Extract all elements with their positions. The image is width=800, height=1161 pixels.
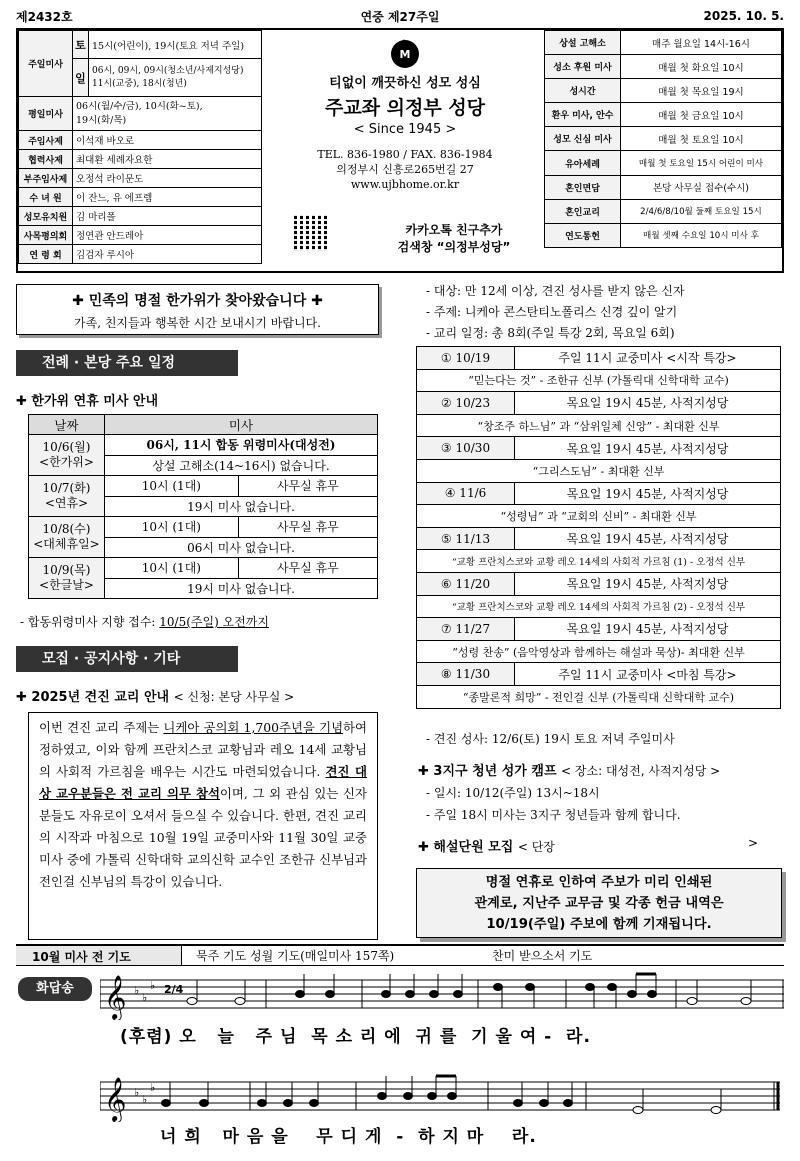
doctrine-heading: ✚ 2025년 견진 교리 안내 < 신청: 본당 사무실 > [16, 690, 295, 705]
mass-times-table [18, 30, 262, 264]
staff-name: 오정석 라이문도 [73, 169, 262, 188]
saturday-label: 토 [73, 31, 89, 59]
svg-text:♭: ♭ [134, 984, 140, 997]
weekday-mass-label: 평일미사 [19, 97, 73, 131]
session-date: ① 10/19 [417, 347, 515, 370]
service-label: 혼인면담 [545, 175, 621, 199]
doctrine-schedule-table [416, 346, 781, 709]
staff-name: 정연관 안드레아 [73, 226, 262, 245]
session-date: ④ 11/6 [417, 482, 515, 505]
staff-label: 사목평의회 [19, 226, 73, 245]
svg-text:♭: ♭ [142, 1093, 148, 1106]
church-contact [264, 147, 546, 192]
table-row-date: 10/7(화) <연휴> [29, 476, 105, 517]
staff-label: 수 녀 원 [19, 188, 73, 207]
session-speaker: “성령 찬송” (음악영상과 함께하는 해설과 묵상)- 최대환 신부 [417, 640, 781, 663]
kakao-info: 카카오톡 친구추가 검색창 “의정부성당” [397, 223, 511, 254]
top-bar [16, 6, 784, 26]
banner-subtitle: 가족, 친지들과 행복한 시간 보내시기 바랍니다. [74, 316, 321, 330]
staff-name: 최대환 세례자요한 [73, 150, 262, 169]
staff-name: 이 잔느, 유 에프렘 [73, 188, 262, 207]
table-row-date: 10/6(월) <한가위> [29, 435, 105, 476]
session-speaker: “교황 프란치스코와 교황 레오 14세의 사회적 가르침 (1) - 오정석 신부 [417, 550, 781, 573]
church-name: 주교좌 의정부 성당 [324, 97, 486, 119]
session-speaker: “그리스도님” - 최대환 신부 [417, 459, 781, 482]
svg-text:♭: ♭ [150, 979, 156, 992]
offering-notice: 명절 연휴로 인하여 주보가 미리 인쇄된 관계로, 지난주 교무금 및 각종 헌금 내역은 10/19(주일) 주보에 함께 기재됩니다. [416, 868, 782, 938]
liturgical-week: 연중 제27주일 [360, 9, 440, 24]
camp-time: - 일시: 10/12(주일) 13시~18시 [426, 786, 600, 800]
treble-clef-icon: 𝄞 [104, 975, 127, 1019]
lyrics-line-2: 너 희 마 음 을 무 디 게 - 하 지 마 라. [160, 1127, 537, 1147]
treble-clef-icon: 𝄞 [104, 1077, 127, 1121]
session-speaker: “창조주 하느님” 과 “삼위일체 신앙” - 최대환 신부 [417, 414, 781, 437]
staff-label: 협력사제 [19, 150, 73, 169]
col-mass: 미사 [105, 415, 378, 435]
music-staff-1 [100, 970, 784, 1020]
sunday-label: 일 [73, 59, 89, 97]
session-speaker: “성령님” 과 “교회의 신비” - 최대환 신부 [417, 505, 781, 528]
church-web[interactable]: www.ujbhome.or.kr [350, 178, 460, 191]
weekday-times: 06시(월/수/금), 10시(화~토), 19시(화/목) [73, 97, 262, 131]
recruit-heading: ✚ 해설단원 모집 < 단장 > [418, 836, 759, 855]
table-cell: 10시 (1대) [105, 517, 239, 538]
doctrine-text: 이번 견진 교리 주제는 니케아 공의회 1,700주년을 기념하여 정하였고, 이와 함께 프란치스코 교황님과 레오 14세 교황님의 사회적 가르침을 배우는 시간도 마련되었습니다. 견진 대상 교우분들은 전 교리 의무 참석이며, 그 외 관심 있는 신자분들도 자유로이 오셔서 들으실 수 있습니다. 한편, 견진 교리의 시작과 마침으로 10월 19일 교중미사와 11월 30일 교중미사 중에 가톨릭 신학대학 교의신학 교수인 조한규 신부님과 전인걸 신부님의 특강이 있습니다. [28, 712, 378, 940]
staff-name: 김 마리폴 [73, 207, 262, 226]
schedule-line: - 교리 일정: 총 8회(주일 특강 2회, 목요일 6회) [426, 326, 675, 340]
service-value: 2/4/6/8/10월 둘째 토요일 15시 [621, 199, 782, 223]
table-cell: 10시 (1대) [105, 558, 239, 579]
heart-cross-logo-icon: ✚ M [391, 40, 419, 68]
staff-label: 성모유치원 [19, 207, 73, 226]
responsorial-psalm-label: 화답송 [18, 977, 92, 1001]
music-staff-2 [100, 1072, 784, 1122]
session-time: 목요일 19시 45분, 사적지성당 [515, 482, 781, 505]
session-time: 목요일 19시 45분, 사적지성당 [515, 392, 781, 415]
service-value: 매월 첫 목요일 19시 [621, 79, 782, 103]
church-address: 의정부시 신흥로265번길 27 [336, 163, 474, 176]
session-time: 목요일 19시 45분, 사적지성당 [515, 437, 781, 460]
banner-title: ✚ 민족의 명절 한가위가 찾아왔습니다 ✚ [72, 293, 323, 309]
topic-line: - 주제: 니케아 콘스탄티노폴리스 신경 깊이 알기 [426, 305, 678, 319]
church-since: < Since 1945 > [353, 122, 457, 137]
confirmation-line: - 견진 성사: 12/6(토) 19시 토요 저녁 주일미사 [426, 732, 675, 746]
svg-text:2/4: 2/4 [164, 983, 184, 996]
col-date: 날짜 [29, 415, 105, 435]
session-speaker: “종말론적 희망” - 전인걸 신부 (가톨릭대 신학대학 교수) [417, 685, 781, 708]
table-cell: 상설 고해소(14~16시) 없습니다. [105, 455, 378, 476]
section-notice-header: 모집 · 공지사항 · 기타 [16, 646, 238, 672]
session-time: 목요일 19시 45분, 사적지성당 [515, 618, 781, 641]
table-cell: 사무실 휴무 [238, 558, 377, 579]
service-label: 성모 신심 미사 [545, 127, 621, 151]
service-value: 매월 셋째 수요일 10시 미사 후 [621, 223, 782, 247]
chuseok-banner [16, 284, 379, 335]
chuseok-mass-table [28, 414, 378, 599]
session-time: 목요일 19시 45분, 사적지성당 [515, 527, 781, 550]
church-info [264, 30, 546, 271]
session-time: 주일 11시 교중미사 <마침 특강> [515, 663, 781, 686]
header-box [16, 28, 784, 273]
service-value: 매월 첫 화요일 10시 [621, 55, 782, 79]
table-cell: 10시 (1대) [105, 476, 239, 497]
camp-note: - 주일 18시 미사는 3지구 청년들과 함께 합니다. [426, 808, 681, 822]
table-cell: 사무실 휴무 [238, 517, 377, 538]
service-value: 본당 사무실 접수(수시) [621, 175, 782, 199]
staff-name: 김검자 루시아 [73, 245, 262, 264]
prayer-bar [16, 944, 784, 966]
svg-text:♭: ♭ [142, 991, 148, 1004]
staff-name: 이석재 바오로 [73, 131, 262, 150]
table-cell: 19시 미사 없습니다. [105, 496, 378, 517]
staff-label: 연 령 회 [19, 245, 73, 264]
service-label: 환우 미사, 안수 [545, 103, 621, 127]
table-cell: 06시, 11시 합동 위령미사(대성전) [105, 435, 378, 456]
service-label: 상설 고해소 [545, 31, 621, 55]
prayer-label: 10월 미사 전 기도 [16, 946, 182, 965]
prayer-laudato: 찬미 받으소서 기도 [492, 949, 593, 963]
church-tel: TEL. 836-1980 / FAX. 836-1984 [317, 148, 493, 161]
table-cell: 06시 미사 없습니다. [105, 537, 378, 558]
target-line: - 대상: 만 12세 이상, 견진 성사를 받지 않은 신자 [426, 284, 685, 298]
church-motto: 티없이 깨끗하신 성모 성심 [329, 76, 481, 91]
session-speaker: “교황 프란치스코와 교황 레오 14세의 사회적 가르침 (2) - 오정석 신부 [417, 595, 781, 618]
svg-text:♭: ♭ [150, 1081, 156, 1094]
session-date: ③ 10/30 [417, 437, 515, 460]
prayer-rosary: 묵주 기도 성월 기도(매일미사 157쪽) [196, 949, 395, 963]
lyrics-line-1: (후렴) 오 늘 주 님 목 소 리 에 귀 를 기 울 여 - 라. [120, 1027, 591, 1047]
session-time: 주일 11시 교중미사 <시작 특강> [515, 347, 781, 370]
table-row-date: 10/9(목) <한글날> [29, 558, 105, 599]
chuseok-mass-heading: ✚ 한가위 연휴 미사 안내 [16, 394, 159, 409]
service-value: 매월 첫 토요일 10시 [621, 127, 782, 151]
service-value: 매월 첫 금요일 10시 [621, 103, 782, 127]
staff-label: 주임사제 [19, 131, 73, 150]
session-date: ⑤ 11/13 [417, 527, 515, 550]
service-label: 성시간 [545, 79, 621, 103]
table-cell: 사무실 휴무 [238, 476, 377, 497]
camp-heading: ✚ 3지구 청년 성가 캠프 < 장소: 대성전, 사적지성당 > [418, 764, 721, 779]
memorial-mass-note: - 합동위령미사 지향 접수: 10/5(주일) 오전까지 [20, 615, 269, 629]
session-date: ② 10/23 [417, 392, 515, 415]
staff-label: 부주임사제 [19, 169, 73, 188]
service-label: 연도통헌 [545, 223, 621, 247]
session-date: ⑥ 11/20 [417, 572, 515, 595]
service-value: 매월 첫 토요일 15시 어린이 미사 [621, 151, 782, 175]
sunday-times: 06시, 09시, 09시(청소년/사제지성당) 11시(교중), 18시(청년) [89, 59, 262, 97]
issue-number: 제2432호 [16, 9, 73, 24]
svg-text:♭: ♭ [134, 1086, 140, 1099]
service-value: 매주 월요일 14시-16시 [621, 31, 782, 55]
section-liturgy-header: 전례 · 본당 주요 일정 [16, 350, 238, 376]
session-date: ⑧ 11/30 [417, 663, 515, 686]
service-label: 혼인교리 [545, 199, 621, 223]
table-cell: 19시 미사 없습니다. [105, 578, 378, 599]
service-label: 성소 후원 미사 [545, 55, 621, 79]
saturday-times: 15시(어린이), 19시(토요 저녁 주일) [89, 31, 262, 59]
table-row-date: 10/8(수) <대체휴일> [29, 517, 105, 558]
sunday-mass-label: 주일미사 [19, 31, 73, 97]
service-label: 유아세례 [545, 151, 621, 175]
qr-code-icon[interactable] [294, 215, 330, 251]
session-time: 목요일 19시 45분, 사적지성당 [515, 572, 781, 595]
session-speaker: “믿는다는 것” - 조한규 신부 (가톨릭대 신학대학 교수) [417, 369, 781, 392]
session-date: ⑦ 11/27 [417, 618, 515, 641]
services-table [544, 30, 782, 248]
issue-date: 2025. 10. 5. [703, 9, 784, 23]
